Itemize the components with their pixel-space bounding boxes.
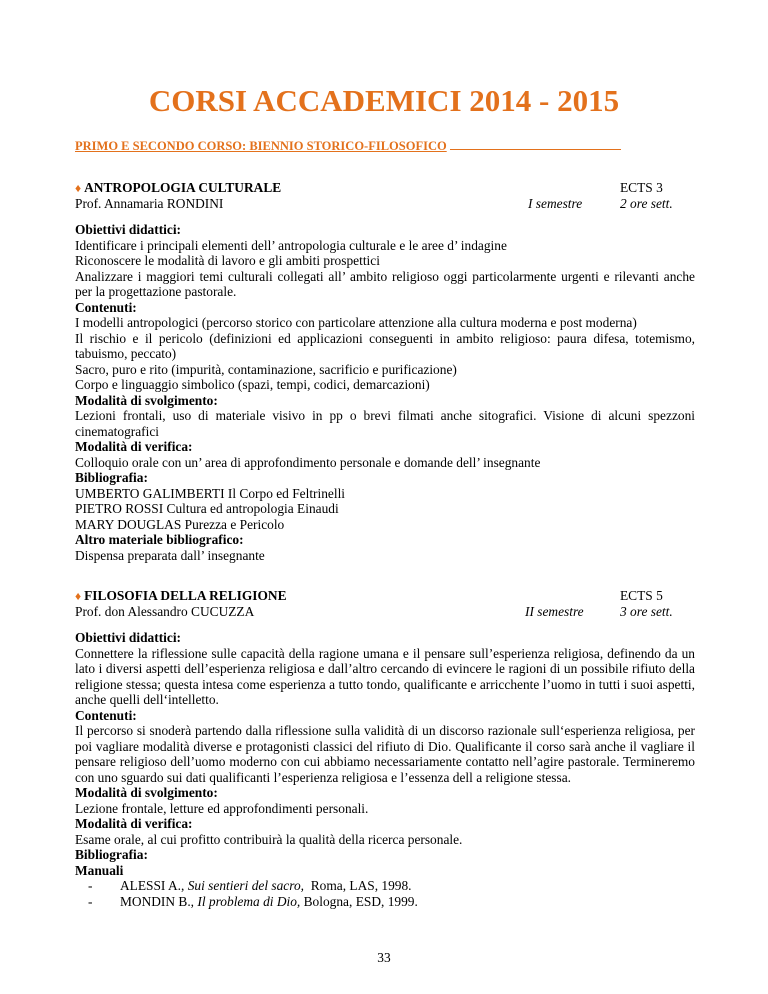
verifica-text: Colloquio orale con un’ area di approfondimento personale e domande dell’ insegnante	[75, 454, 541, 470]
course-header	[75, 180, 695, 212]
course-body	[75, 630, 695, 909]
course-semester: II semestre	[525, 604, 584, 619]
contenuti-label: Contenuti:	[75, 299, 137, 315]
ects-value: ECTS 3	[620, 180, 663, 195]
verifica-text: Esame orale, al cui profitto contribuirà la qualità della ricerca personale.	[75, 831, 463, 847]
bibliografia-label: Bibliografia:	[75, 847, 148, 862]
course-filosofia	[75, 588, 695, 909]
course-professor: Prof. don Alessandro CUCUZZA	[75, 604, 255, 619]
course-name: FILOSOFIA DELLA RELIGIONE	[84, 588, 287, 603]
contenuti-line: Il rischio e il pericolo (definizioni ed applicazioni conseguenti in ambito religioso: paura difesa, totemismo, tabuismo, peccato)	[75, 330, 695, 361]
section-subtitle	[75, 138, 621, 154]
course-semester: I semestre	[528, 196, 583, 211]
svolgimento-text: Lezione frontale, letture ed approfondimenti personali.	[75, 800, 369, 816]
course-professor: Prof. Annamaria RONDINI	[75, 196, 224, 211]
contenuti-line: Sacro, puro e rito (impurità, contaminazione, sacrificio e purificazione)	[75, 361, 457, 377]
manuale-item: - ALESSI A., Sui sentieri del sacro, Roma, LAS, 1998.	[75, 878, 695, 894]
bibliografia-item: MARY DOUGLAS Purezza e Pericolo	[75, 516, 285, 532]
course-antropologia	[75, 180, 695, 563]
svolgimento-label: Modalità di svolgimento:	[75, 392, 218, 408]
svolgimento-text: Lezioni frontali, uso di materiale visivo in pp o brevi filmati anche sitografici. Visione di alcuni spezzoni cinematografici	[75, 408, 695, 439]
course-header	[75, 588, 695, 620]
weekly-hours: 2 ore sett.	[620, 195, 673, 211]
ects-value: ECTS 5	[620, 588, 663, 603]
diamond-bullet-icon: ♦	[75, 181, 82, 195]
svolgimento-label: Modalità di svolgimento:	[75, 785, 218, 800]
page-title: CORSI ACCADEMICI 2014 - 2015	[148, 83, 620, 118]
obiettivi-text: Connettere la riflessione sulle capacità della ragione umana e il pensare sull’esperienza religiosa, definendo da un lato i diversi aspetti dell’esperienza religiosa e dall’altro cercando di evincere le ragioni di un possibile rifiuto della religione stessa; questa intesa come esperienza a tutto tondo, qualificante e arricchente l’uomo in tutti i suoi aspetti, anche quelli dell‘intelletto.	[75, 645, 695, 707]
contenuti-label: Contenuti:	[75, 707, 137, 723]
bibliografia-item: PIETRO ROSSI Cultura ed antropologia Einaudi	[75, 501, 339, 516]
contenuti-line: I modelli antropologici (percorso storico con particolare attenzione alla cultura moderna e post moderna)	[75, 315, 637, 330]
altro-materiale-label: Altro materiale bibliografico:	[75, 532, 244, 547]
section-subtitle-text: PRIMO E SECONDO CORSO: BIENNIO STORICO-FILOSOFICO	[75, 139, 447, 153]
obiettivi-line: Riconoscere le modalità di lavoro e gli ambiti prospettici	[75, 253, 380, 268]
obiettivi-line: Identificare i principali elementi dell’ antropologia culturale e le aree d’ indagine	[75, 237, 507, 253]
bibliografia-label: Bibliografia:	[75, 470, 148, 485]
subtitle-underline	[450, 138, 621, 150]
obiettivi-label: Obiettivi didattici:	[75, 630, 182, 645]
obiettivi-label: Obiettivi didattici:	[75, 222, 182, 237]
weekly-hours: 3 ore sett.	[620, 603, 673, 619]
course-credits	[620, 588, 673, 619]
altro-materiale-text: Dispensa preparata dall’ insegnante	[75, 547, 265, 563]
course-name: ANTROPOLOGIA CULTURALE	[84, 180, 282, 195]
contenuti-text: Il percorso si snoderà partendo dalla riflessione sulla validità di un discorso razionale sull‘esperienza religiosa, per poi vagliare modalità diverse e protagonisti classici del rifiuto di Dio. Qualificante il corso sarà anche il vagliare il pensare religioso dell’uomo moderno con cui abbiamo necessariamente contatto nell’agire pastorale. Termineremo con uno sguardo sui dati qualificanti l’esperienza religiosa e l’essenza dell a religione stessa.	[75, 723, 695, 785]
diamond-bullet-icon: ♦	[75, 589, 82, 603]
contenuti-line: Corpo e linguaggio simbolico (spazi, tempi, codici, demarcazioni)	[75, 377, 430, 392]
course-body	[75, 222, 695, 563]
manuali-list	[75, 878, 695, 909]
bibliografia-item: UMBERTO GALIMBERTI Il Corpo ed Feltrinelli	[75, 485, 346, 501]
verifica-label: Modalità di verifica:	[75, 439, 193, 454]
page-number: 33	[377, 950, 391, 965]
obiettivi-line: Analizzare i maggiori temi culturali collegati all’ ambito religioso oggi particolarmente urgenti e rilevanti anche per la progettazione pastorale.	[75, 268, 695, 299]
course-credits	[620, 180, 673, 211]
manuale-item: - MONDIN B., Il problema di Dio, Bologna, ESD, 1999.	[75, 894, 695, 910]
verifica-label: Modalità di verifica:	[75, 816, 193, 831]
manuali-label: Manuali	[75, 862, 124, 878]
